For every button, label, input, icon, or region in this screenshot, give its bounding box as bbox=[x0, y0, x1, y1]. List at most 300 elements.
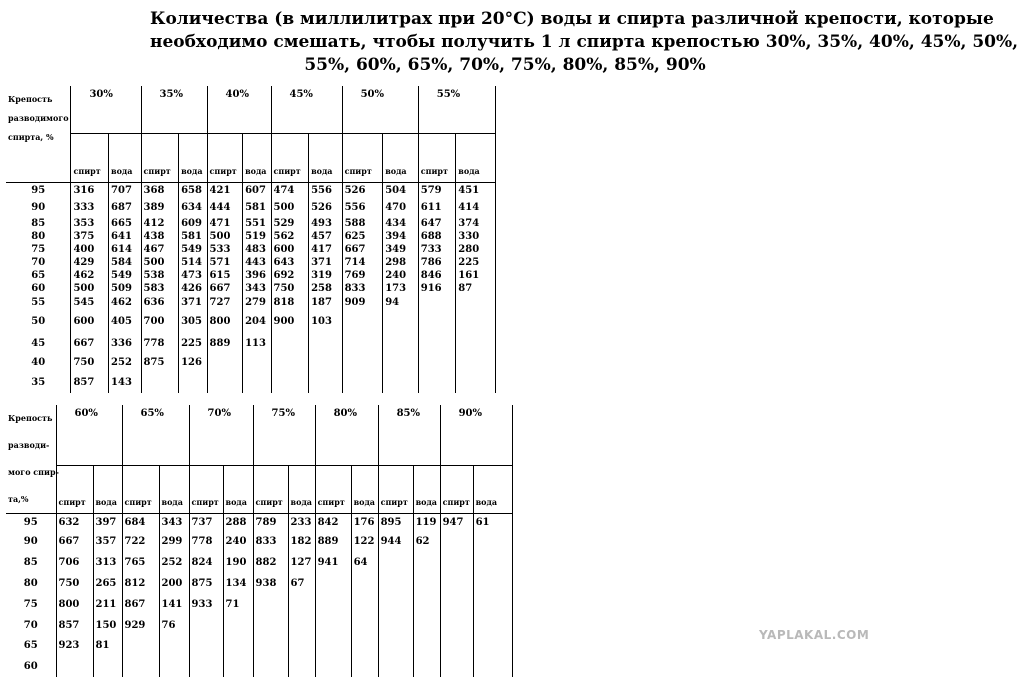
water-value-cell bbox=[309, 333, 343, 353]
spirit-subheader: спирт bbox=[378, 466, 413, 514]
row-header-line: мого спир- bbox=[8, 467, 59, 477]
spirit-value-cell: 916 bbox=[418, 282, 456, 295]
dilution-table-60-90 bbox=[6, 405, 513, 677]
spirit-value-cell: 800 bbox=[207, 309, 243, 333]
row-header-line: Крепость bbox=[8, 413, 53, 423]
strength-cell: 80 bbox=[6, 230, 71, 243]
water-value-cell: 240 bbox=[383, 269, 419, 282]
spirit-value-cell: 857 bbox=[71, 372, 109, 393]
spirit-value-cell bbox=[378, 656, 413, 677]
spirit-value-cell: 600 bbox=[71, 309, 109, 333]
spirit-value-cell bbox=[418, 372, 456, 393]
spirit-value-cell: 846 bbox=[418, 269, 456, 282]
spirit-value-cell bbox=[122, 635, 159, 656]
water-value-cell: 280 bbox=[456, 243, 496, 256]
water-subheader: вода bbox=[288, 466, 315, 514]
water-subheader: вода bbox=[309, 134, 343, 183]
spirit-value-cell bbox=[378, 573, 413, 594]
water-value-cell bbox=[473, 635, 512, 656]
group-header: 40% bbox=[207, 86, 271, 134]
spirit-value-cell: 750 bbox=[71, 353, 109, 372]
spirit-value-cell: 375 bbox=[71, 230, 109, 243]
water-subheader: вода bbox=[413, 466, 440, 514]
spirit-value-cell: 722 bbox=[122, 530, 159, 552]
water-value-cell: 581 bbox=[179, 230, 207, 243]
water-value-cell: 211 bbox=[93, 594, 122, 615]
water-value-cell: 417 bbox=[309, 243, 343, 256]
table-row bbox=[6, 269, 496, 282]
spirit-value-cell bbox=[315, 573, 351, 594]
strength-cell: 95 bbox=[6, 183, 71, 198]
water-value-cell: 483 bbox=[243, 243, 271, 256]
spirit-value-cell bbox=[207, 353, 243, 372]
spirit-value-cell bbox=[253, 635, 288, 656]
water-value-cell: 549 bbox=[109, 269, 142, 282]
spirit-value-cell bbox=[253, 615, 288, 635]
water-value-cell: 113 bbox=[243, 333, 271, 353]
water-value-cell: 434 bbox=[383, 217, 419, 230]
group-header: 65% bbox=[122, 405, 189, 466]
spirit-value-cell: 857 bbox=[56, 615, 93, 635]
title-line-1: Количества (в миллилитрах при 20°С) воды и спирта различной крепости, которые bbox=[150, 9, 994, 29]
water-value-cell bbox=[473, 615, 512, 635]
water-value-cell: 200 bbox=[159, 573, 189, 594]
water-value-cell bbox=[456, 353, 496, 372]
spirit-value-cell: 882 bbox=[253, 552, 288, 573]
water-value-cell: 62 bbox=[413, 530, 440, 552]
row-header-line: Крепость bbox=[8, 94, 53, 104]
water-value-cell: 457 bbox=[309, 230, 343, 243]
spirit-value-cell bbox=[378, 615, 413, 635]
water-value-cell bbox=[351, 594, 378, 615]
water-value-cell: 357 bbox=[93, 530, 122, 552]
strength-cell: 75 bbox=[6, 243, 71, 256]
table-row bbox=[6, 243, 496, 256]
water-subheader: вода bbox=[159, 466, 189, 514]
spirit-value-cell: 500 bbox=[141, 256, 179, 269]
water-subheader: вода bbox=[473, 466, 512, 514]
water-value-cell: 81 bbox=[93, 635, 122, 656]
spirit-value-cell: 765 bbox=[122, 552, 159, 573]
water-value-cell: 141 bbox=[159, 594, 189, 615]
spirit-value-cell bbox=[189, 615, 223, 635]
water-value-cell: 161 bbox=[456, 269, 496, 282]
group-header-row bbox=[6, 86, 496, 134]
water-value-cell: 252 bbox=[109, 353, 142, 372]
spirit-value-cell: 875 bbox=[141, 353, 179, 372]
row-header-line: разводи- bbox=[8, 440, 50, 450]
row-header-line: та,% bbox=[8, 494, 29, 504]
table-row bbox=[6, 594, 512, 615]
strength-cell: 35 bbox=[6, 372, 71, 393]
spirit-value-cell: 667 bbox=[71, 333, 109, 353]
strength-cell: 50 bbox=[6, 309, 71, 333]
water-subheader: вода bbox=[351, 466, 378, 514]
spirit-value-cell bbox=[342, 309, 383, 333]
strength-cell: 60 bbox=[6, 282, 71, 295]
spirit-value-cell: 625 bbox=[342, 230, 383, 243]
water-value-cell: 305 bbox=[179, 309, 207, 333]
water-value-cell: 182 bbox=[288, 530, 315, 552]
spirit-value-cell: 824 bbox=[189, 552, 223, 573]
table-row bbox=[6, 282, 496, 295]
water-value-cell: 265 bbox=[93, 573, 122, 594]
water-value-cell: 61 bbox=[473, 514, 512, 531]
spirit-subheader: спирт bbox=[189, 466, 223, 514]
strength-cell: 55 bbox=[6, 295, 71, 309]
water-value-cell: 665 bbox=[109, 217, 142, 230]
spirit-subheader: спирт bbox=[253, 466, 288, 514]
water-value-cell: 451 bbox=[456, 183, 496, 198]
water-value-cell bbox=[223, 656, 253, 677]
water-value-cell bbox=[413, 573, 440, 594]
water-value-cell: 225 bbox=[456, 256, 496, 269]
water-value-cell: 551 bbox=[243, 217, 271, 230]
water-value-cell bbox=[473, 594, 512, 615]
group-header: 75% bbox=[253, 405, 315, 466]
water-value-cell: 658 bbox=[179, 183, 207, 198]
spirit-value-cell: 789 bbox=[253, 514, 288, 531]
spirit-value-cell: 368 bbox=[141, 183, 179, 198]
table-row bbox=[6, 309, 496, 333]
group-header: 70% bbox=[189, 405, 253, 466]
water-value-cell bbox=[243, 372, 271, 393]
spirit-value-cell bbox=[315, 635, 351, 656]
spirit-value-cell: 571 bbox=[207, 256, 243, 269]
water-value-cell: 299 bbox=[159, 530, 189, 552]
water-value-cell: 581 bbox=[243, 197, 271, 217]
spirit-value-cell: 562 bbox=[271, 230, 309, 243]
spirit-value-cell bbox=[271, 353, 309, 372]
water-value-cell: 288 bbox=[223, 514, 253, 531]
spirit-value-cell: 923 bbox=[56, 635, 93, 656]
water-value-cell: 298 bbox=[383, 256, 419, 269]
water-value-cell: 187 bbox=[309, 295, 343, 309]
spirit-value-cell: 556 bbox=[342, 197, 383, 217]
table-row bbox=[6, 197, 496, 217]
spirit-value-cell: 667 bbox=[56, 530, 93, 552]
spirit-value-cell: 579 bbox=[418, 183, 456, 198]
water-value-cell: 394 bbox=[383, 230, 419, 243]
strength-cell: 40 bbox=[6, 353, 71, 372]
water-value-cell: 549 bbox=[179, 243, 207, 256]
spirit-value-cell: 421 bbox=[207, 183, 243, 198]
spirit-value-cell: 733 bbox=[418, 243, 456, 256]
spirit-value-cell: 944 bbox=[378, 530, 413, 552]
water-value-cell: 687 bbox=[109, 197, 142, 217]
spirit-value-cell bbox=[271, 372, 309, 393]
spirit-value-cell: 727 bbox=[207, 295, 243, 309]
spirit-subheader: спирт bbox=[418, 134, 456, 183]
water-value-cell bbox=[383, 353, 419, 372]
group-header: 90% bbox=[440, 405, 512, 466]
water-value-cell: 614 bbox=[109, 243, 142, 256]
spirit-value-cell bbox=[440, 615, 473, 635]
table-row bbox=[6, 635, 512, 656]
spirit-value-cell: 647 bbox=[418, 217, 456, 230]
spirit-value-cell bbox=[378, 635, 413, 656]
water-value-cell bbox=[456, 333, 496, 353]
table-row bbox=[6, 230, 496, 243]
group-header-row bbox=[6, 405, 512, 466]
water-value-cell: 103 bbox=[309, 309, 343, 333]
water-value-cell: 397 bbox=[93, 514, 122, 531]
spirit-value-cell: 933 bbox=[189, 594, 223, 615]
spirit-value-cell: 471 bbox=[207, 217, 243, 230]
table-row bbox=[6, 333, 496, 353]
water-value-cell: 76 bbox=[159, 615, 189, 635]
spirit-value-cell: 444 bbox=[207, 197, 243, 217]
spirit-value-cell: 533 bbox=[207, 243, 243, 256]
water-value-cell: 94 bbox=[383, 295, 419, 309]
water-value-cell: 526 bbox=[309, 197, 343, 217]
subheader-row bbox=[6, 466, 512, 514]
spirit-value-cell bbox=[440, 530, 473, 552]
water-subheader: вода bbox=[93, 466, 122, 514]
water-value-cell bbox=[383, 309, 419, 333]
row-header-label bbox=[6, 405, 59, 514]
spirit-value-cell: 900 bbox=[271, 309, 309, 333]
spirit-value-cell: 875 bbox=[189, 573, 223, 594]
spirit-value-cell: 947 bbox=[440, 514, 473, 531]
watermark: YAPLAKAL.COM bbox=[759, 628, 870, 642]
spirit-value-cell: 895 bbox=[378, 514, 413, 531]
spirit-value-cell: 842 bbox=[315, 514, 351, 531]
water-value-cell: 190 bbox=[223, 552, 253, 573]
water-value-cell bbox=[473, 573, 512, 594]
table-row bbox=[6, 530, 512, 552]
strength-cell: 85 bbox=[6, 217, 71, 230]
group-header: 85% bbox=[378, 405, 440, 466]
spirit-value-cell: 714 bbox=[342, 256, 383, 269]
group-header: 60% bbox=[56, 405, 122, 466]
water-value-cell bbox=[93, 656, 122, 677]
spirit-subheader: спирт bbox=[122, 466, 159, 514]
spirit-value-cell: 812 bbox=[122, 573, 159, 594]
spirit-value-cell bbox=[315, 656, 351, 677]
water-value-cell: 279 bbox=[243, 295, 271, 309]
water-subheader: вода bbox=[243, 134, 271, 183]
water-value-cell: 143 bbox=[109, 372, 142, 393]
water-value-cell: 405 bbox=[109, 309, 142, 333]
water-value-cell bbox=[288, 635, 315, 656]
water-value-cell bbox=[456, 309, 496, 333]
water-value-cell bbox=[288, 615, 315, 635]
row-header-line: спирта, % bbox=[8, 132, 54, 142]
spirit-value-cell bbox=[253, 656, 288, 677]
water-value-cell bbox=[243, 353, 271, 372]
spirit-value-cell: 688 bbox=[418, 230, 456, 243]
water-value-cell bbox=[223, 635, 253, 656]
spirit-subheader: спирт bbox=[56, 466, 93, 514]
water-value-cell: 252 bbox=[159, 552, 189, 573]
spirit-value-cell: 474 bbox=[271, 183, 309, 198]
spirit-value-cell: 706 bbox=[56, 552, 93, 573]
table-row bbox=[6, 615, 512, 635]
spirit-value-cell: 500 bbox=[207, 230, 243, 243]
spirit-value-cell: 750 bbox=[271, 282, 309, 295]
spirit-value-cell: 833 bbox=[253, 530, 288, 552]
spirit-value-cell bbox=[342, 372, 383, 393]
row-header-label bbox=[6, 86, 71, 183]
water-value-cell: 343 bbox=[159, 514, 189, 531]
water-value-cell: 176 bbox=[351, 514, 378, 531]
water-value-cell bbox=[456, 295, 496, 309]
water-value-cell: 233 bbox=[288, 514, 315, 531]
group-header: 30% bbox=[71, 86, 141, 134]
title-line-2: необходимо смешать, чтобы получить 1 л спирта крепостью 30%, 35%, 40%, 45%, 50%, bbox=[150, 32, 1018, 52]
strength-cell: 65 bbox=[6, 635, 56, 656]
spirit-value-cell: 429 bbox=[71, 256, 109, 269]
spirit-subheader: спирт bbox=[315, 466, 351, 514]
spirit-value-cell: 333 bbox=[71, 197, 109, 217]
spirit-value-cell: 667 bbox=[342, 243, 383, 256]
spirit-value-cell bbox=[141, 372, 179, 393]
strength-cell: 90 bbox=[6, 197, 71, 217]
water-value-cell: 462 bbox=[109, 295, 142, 309]
spirit-value-cell bbox=[440, 656, 473, 677]
water-value-cell bbox=[288, 594, 315, 615]
group-header: 50% bbox=[342, 86, 418, 134]
spirit-value-cell: 529 bbox=[271, 217, 309, 230]
water-value-cell bbox=[413, 552, 440, 573]
water-value-cell: 134 bbox=[223, 573, 253, 594]
spirit-value-cell: 929 bbox=[122, 615, 159, 635]
spirit-value-cell bbox=[440, 573, 473, 594]
water-value-cell: 87 bbox=[456, 282, 496, 295]
water-value-cell: 127 bbox=[288, 552, 315, 573]
spirit-value-cell bbox=[418, 309, 456, 333]
spirit-value-cell bbox=[253, 594, 288, 615]
table-row bbox=[6, 295, 496, 309]
spirit-value-cell: 400 bbox=[71, 243, 109, 256]
water-value-cell: 374 bbox=[456, 217, 496, 230]
spirit-value-cell: 684 bbox=[122, 514, 159, 531]
spirit-value-cell: 909 bbox=[342, 295, 383, 309]
subheader-row bbox=[6, 134, 496, 183]
spirit-subheader: спирт bbox=[271, 134, 309, 183]
water-value-cell: 504 bbox=[383, 183, 419, 198]
water-value-cell: 584 bbox=[109, 256, 142, 269]
water-value-cell bbox=[413, 656, 440, 677]
strength-cell: 65 bbox=[6, 269, 71, 282]
water-value-cell: 343 bbox=[243, 282, 271, 295]
spirit-value-cell: 643 bbox=[271, 256, 309, 269]
water-value-cell bbox=[473, 530, 512, 552]
strength-cell: 85 bbox=[6, 552, 56, 573]
spirit-value-cell: 583 bbox=[141, 282, 179, 295]
table-row bbox=[6, 372, 496, 393]
spirit-value-cell: 500 bbox=[271, 197, 309, 217]
water-value-cell: 443 bbox=[243, 256, 271, 269]
water-value-cell: 707 bbox=[109, 183, 142, 198]
spirit-value-cell: 778 bbox=[141, 333, 179, 353]
document-title bbox=[150, 8, 1018, 77]
spirit-value-cell: 833 bbox=[342, 282, 383, 295]
strength-cell: 75 bbox=[6, 594, 56, 615]
water-value-cell bbox=[159, 635, 189, 656]
spirit-value-cell: 941 bbox=[315, 552, 351, 573]
water-value-cell: 634 bbox=[179, 197, 207, 217]
spirit-value-cell bbox=[440, 635, 473, 656]
spirit-value-cell: 938 bbox=[253, 573, 288, 594]
spirit-value-cell: 737 bbox=[189, 514, 223, 531]
spirit-value-cell: 412 bbox=[141, 217, 179, 230]
water-subheader: вода bbox=[179, 134, 207, 183]
spirit-value-cell bbox=[378, 552, 413, 573]
water-value-cell: 470 bbox=[383, 197, 419, 217]
spirit-value-cell bbox=[189, 635, 223, 656]
water-value-cell: 319 bbox=[309, 269, 343, 282]
spirit-value-cell: 545 bbox=[71, 295, 109, 309]
row-header-line: разводимого bbox=[8, 113, 69, 123]
table-row bbox=[6, 256, 496, 269]
water-value-cell bbox=[288, 656, 315, 677]
spirit-value-cell: 600 bbox=[271, 243, 309, 256]
group-header: 55% bbox=[418, 86, 495, 134]
spirit-value-cell bbox=[122, 656, 159, 677]
spirit-value-cell: 353 bbox=[71, 217, 109, 230]
spirit-subheader: спирт bbox=[207, 134, 243, 183]
water-value-cell bbox=[351, 615, 378, 635]
strength-cell: 45 bbox=[6, 333, 71, 353]
group-header: 35% bbox=[141, 86, 207, 134]
spirit-value-cell: 636 bbox=[141, 295, 179, 309]
strength-cell: 80 bbox=[6, 573, 56, 594]
table-row bbox=[6, 656, 512, 677]
spirit-value-cell bbox=[315, 615, 351, 635]
spirit-value-cell: 462 bbox=[71, 269, 109, 282]
spirit-value-cell bbox=[440, 594, 473, 615]
table-row bbox=[6, 514, 512, 531]
spirit-value-cell: 750 bbox=[56, 573, 93, 594]
water-value-cell bbox=[309, 353, 343, 372]
strength-cell: 95 bbox=[6, 514, 56, 531]
water-value-cell bbox=[413, 615, 440, 635]
water-value-cell: 126 bbox=[179, 353, 207, 372]
water-value-cell bbox=[473, 656, 512, 677]
spirit-value-cell: 778 bbox=[189, 530, 223, 552]
water-value-cell bbox=[179, 372, 207, 393]
water-value-cell bbox=[223, 615, 253, 635]
water-value-cell: 396 bbox=[243, 269, 271, 282]
water-value-cell: 173 bbox=[383, 282, 419, 295]
spirit-value-cell: 889 bbox=[207, 333, 243, 353]
water-value-cell bbox=[309, 372, 343, 393]
spirit-value-cell: 889 bbox=[315, 530, 351, 552]
spirit-value-cell: 700 bbox=[141, 309, 179, 333]
spirit-value-cell bbox=[378, 594, 413, 615]
water-value-cell bbox=[413, 594, 440, 615]
strength-cell: 90 bbox=[6, 530, 56, 552]
water-value-cell: 336 bbox=[109, 333, 142, 353]
water-value-cell: 150 bbox=[93, 615, 122, 635]
water-value-cell: 493 bbox=[309, 217, 343, 230]
spirit-value-cell: 769 bbox=[342, 269, 383, 282]
table-row bbox=[6, 183, 496, 198]
water-value-cell: 414 bbox=[456, 197, 496, 217]
water-value-cell: 509 bbox=[109, 282, 142, 295]
water-value-cell: 371 bbox=[179, 295, 207, 309]
water-value-cell: 473 bbox=[179, 269, 207, 282]
spirit-value-cell bbox=[189, 656, 223, 677]
group-header: 45% bbox=[271, 86, 342, 134]
water-value-cell: 641 bbox=[109, 230, 142, 243]
water-value-cell bbox=[383, 333, 419, 353]
spirit-value-cell: 818 bbox=[271, 295, 309, 309]
water-value-cell bbox=[159, 656, 189, 677]
water-value-cell: 67 bbox=[288, 573, 315, 594]
